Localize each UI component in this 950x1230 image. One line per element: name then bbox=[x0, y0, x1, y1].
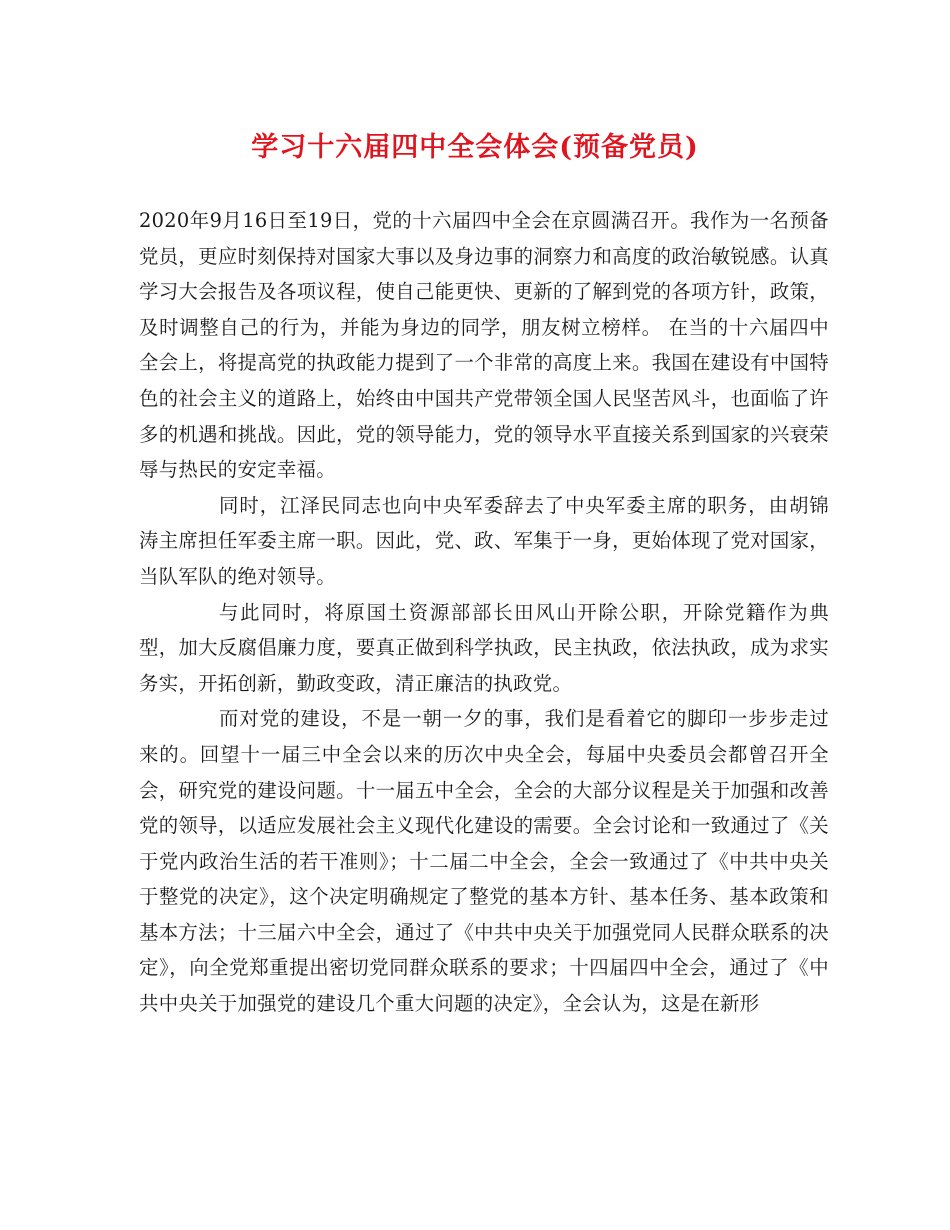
paragraph-3: 与此同时，将原国土资源部部长田风山开除公职，开除党籍作为典型，加大反腐倡廉力度，要真正做到科学执政，民主执政，依法执政，成为求实务实，开拓创新，勤政变政，清正廉洁的执政党。 bbox=[139, 600, 829, 695]
document-title: 学习十六届四中全会体会(预备党员) bbox=[251, 132, 699, 163]
document-body bbox=[139, 203, 829, 1022]
paragraph-1: 2020年9月16日至19日，党的十六届四中全会在京圆满召开。我作为一名预备党员，更应时刻保持对国家大事以及身边事的洞察力和高度的政治敏锐感。认真学习大会报告及各项议程，使自己能更快、更新的了解到党的各项方针，政策，及时调整自己的行为，并能为身边的同学，朋友树立榜样。 在当的十六届四中全会上，将提高党的执政能力提到了一个非常的高度上来。我国在建设有中国特色的社会主义的道路上，始终由中国共产党带领全国人民坚苦风斗，也面临了许多的机遇和挑战。因此，党的领导能力，党的领导水平直接关系到国家的兴衰荣辱与热民的安定幸福。 bbox=[139, 209, 829, 482]
paragraph-2: 同时，江泽民同志也向中央军委辞去了中央军委主席的职务，由胡锦涛主席担任军委主席一职。因此，党、政、军集于一身，更始体现了党对国家，当队军队的绝对领导。 bbox=[139, 493, 829, 588]
paragraph-4: 而对党的建设，不是一朝一夕的事，我们是看着它的脚印一步步走过来的。回望十一届三中全会以来的历次中央全会，每届中央委员会都曾召开全会，研究党的建设问题。十一届五中全会，全会的大部分议程是关于加强和改善党的领导，以适应发展社会主义现代化建设的需要。全会讨论和一致通过了《关于党内政治生活的若干准则》；十二届二中全会，全会一致通过了《中共中央关于整党的决定》，这个决定明确规定了整党的基本方针、基本任务、基本政策和基本方法；十三届六中全会，通过了《中共中央关于加强党同人民群众联系的决定》，向全党郑重提出密切党同群众联系的要求；十四届四中全会，通过了《中共中央关于加强党的建设几个重大问题的决定》，全会认为，这是在新形 bbox=[139, 707, 829, 1016]
